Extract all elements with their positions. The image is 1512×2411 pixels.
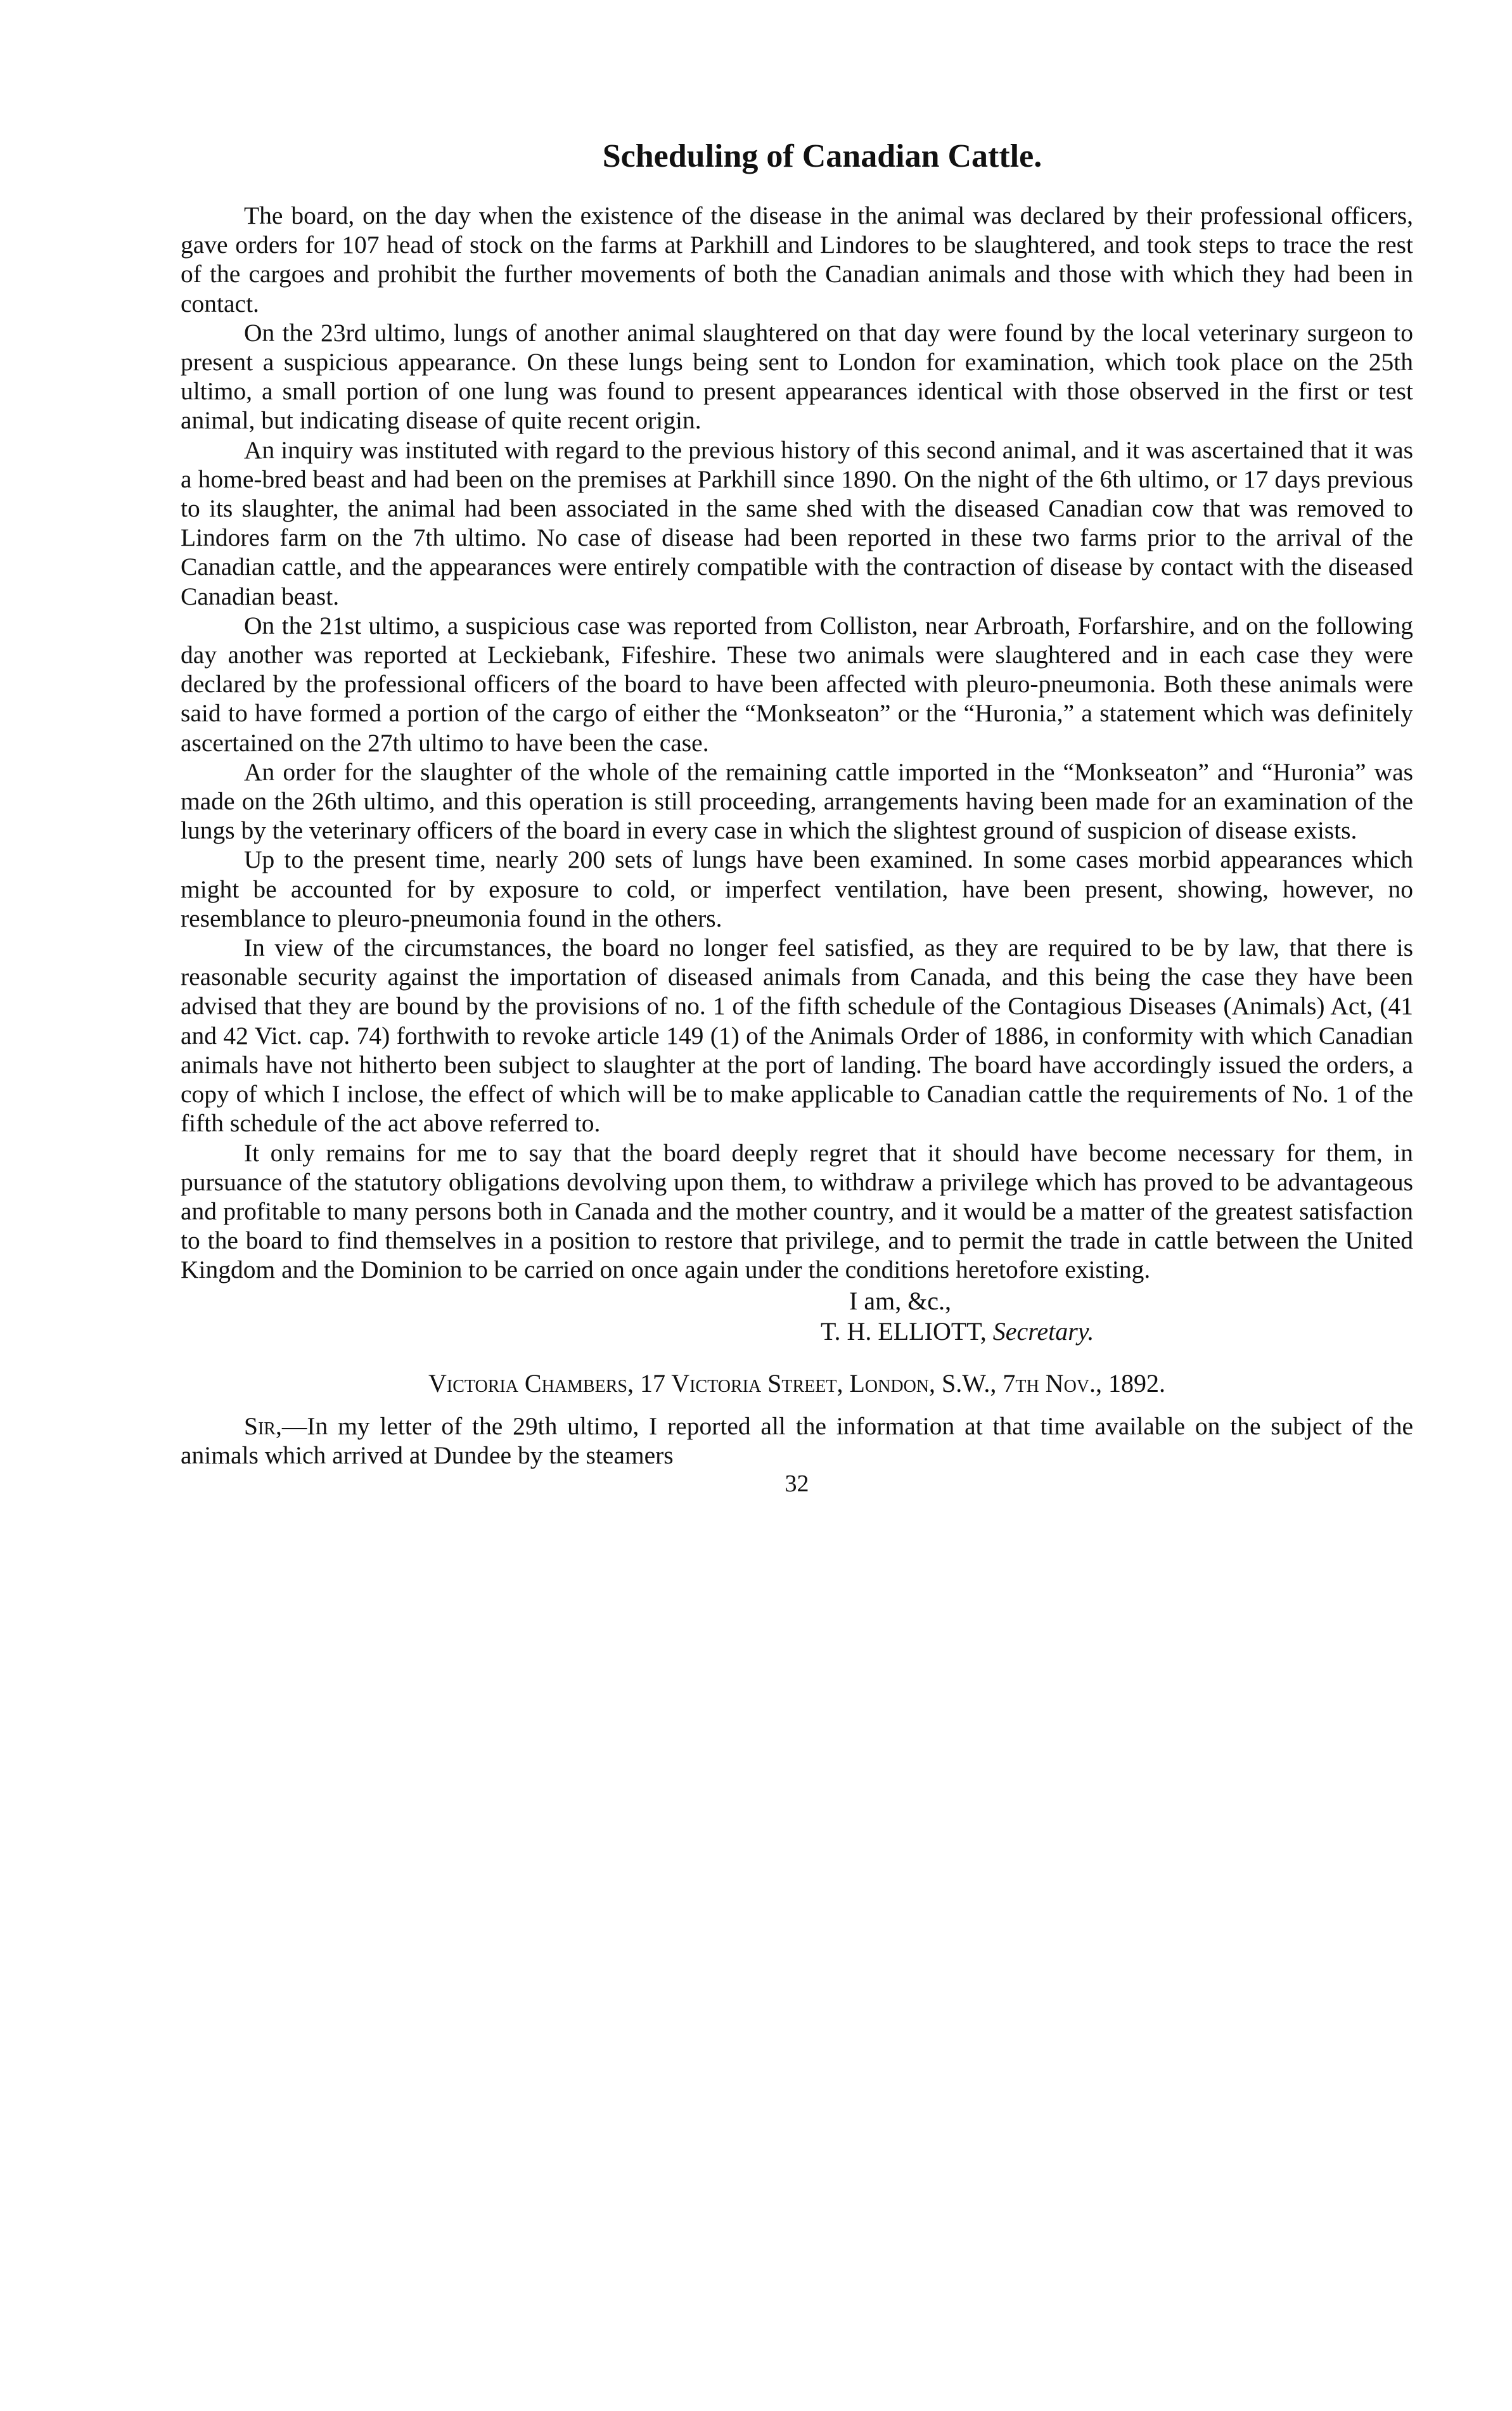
paragraph-2: On the 23rd ultimo, lungs of another animal slaughtered on that day were found by the local veterinary surgeon to present a suspicious appearance. On these lungs being sent to London for examination, which took place on the 25th ultimo, a small portion of one lung was found to present appearances identical with those observed in the first or test animal, but indicating disease of quite recent origin. <box>181 318 1413 435</box>
paragraph-1: The board, on the day when the existence of the disease in the animal was declared by their professional officers, gave orders for 107 head of stock on the farms at Parkhill and Lindores to be slaughtered, and took steps to trace the rest of the cargoes and prohibit the further movements of both the Canadian animals and those with which they had been in contact. <box>181 202 1413 318</box>
paragraph-7: In view of the circumstances, the board no longer feel satisfied, as they are required to be by law, that there is reasonable security against the importation of diseased animals from Canada, and this being the case they have been advised that they are bound by the provisions of no. 1 of the fifth schedule of the Contagious Diseases (Animals) Act, (41 and 42 Vict. cap. 74) forthwith to revoke article 149 (1) of the Animals Order of 1886, in conformity with which Canadian animals have not hitherto been subject to slaughter at the port of landing. The board have accordingly issued the orders, a copy of which I inclose, the effect of which will be to make applicable to Canadian cattle the requirements of No. 1 of the fifth schedule of the act above referred to. <box>181 934 1413 1138</box>
signature-name: T. H. ELLIOTT, <box>821 1316 987 1346</box>
page-number: 32 <box>785 1470 809 1497</box>
final-paragraph <box>181 1411 1413 1470</box>
dateline: Victoria Chambers, 17 Victoria Street, London, S.W., 7th Nov., 1892. <box>428 1368 1166 1398</box>
closing-line: I am, &c., <box>849 1286 952 1315</box>
paragraph-4: On the 21st ultimo, a suspicious case was reported from Colliston, near Arbroath, Forfarshire, and on the following day another was reported at Leckiebank, Fifeshire. These two animals were slaughtered and in each case they were declared by the professional officers of the board to have been affected with pleuro-pneumonia. Both these animals were said to have formed a portion of the cargo of either the “Monkseaton” or the “Huronia,” a statement which was definitely ascertained on the 27th ultimo to have been the case. <box>181 611 1413 757</box>
document-page <box>181 136 1413 1498</box>
final-paragraph-text: —In my letter of the 29th ultimo, I reported all the information at that time available on the subject of the animals which arrived at Dundee by the steamers <box>181 1411 1413 1469</box>
signature <box>181 1316 1413 1347</box>
paragraph-6: Up to the present time, nearly 200 sets of lungs have been examined. In some cases morbid appearances which might be accounted for by exposure to cold, or imperfect ventilation, have been present, showing, however, no resemblance to pleuro-pneumonia found in the others. <box>181 845 1413 932</box>
salutation: Sir, <box>244 1411 282 1440</box>
paragraph-3: An inquiry was instituted with regard to the previous history of this second animal, and it was ascertained that it was a home-bred beast and had been on the premises at Parkhill since 1890. On the night of the 6th ultimo, or 17 days previous to its slaughter, the animal had been associated in the same shed with the diseased Canadian cow that was removed to Lindores farm on the 7th ultimo. No case of disease had been reported in these two farms prior to the arrival of the Canadian cattle, and the appearances were entirely compatible with the contraction of disease by contact with the diseased Canadian beast. <box>181 435 1413 610</box>
signature-title: Secretary. <box>992 1316 1094 1346</box>
paragraph-5: An order for the slaughter of the whole of the remaining cattle imported in the “Monkseaton” and “Huronia” was made on the 26th ultimo, and this operation is still proceeding, arrangements having been made for an examination of the lungs by the veterinary officers of the board in every case in which the slightest ground of suspicion of disease exists. <box>181 757 1413 845</box>
page-title: Scheduling of Canadian Cattle. <box>602 138 1042 174</box>
paragraph-8: It only remains for me to say that the board deeply regret that it should have become necessary for them, in pursuance of the statutory obligations devolving upon them, to withdraw a privilege which has proved to be advantageous and profitable to many persons both in Canada and the mother country, and it would be a matter of the greatest satisfaction to the board to find themselves in a position to restore that privilege, and to permit the trade in cattle between the United Kingdom and the Dominion to be carried on once again under the conditions heretofore existing. <box>181 1138 1413 1284</box>
